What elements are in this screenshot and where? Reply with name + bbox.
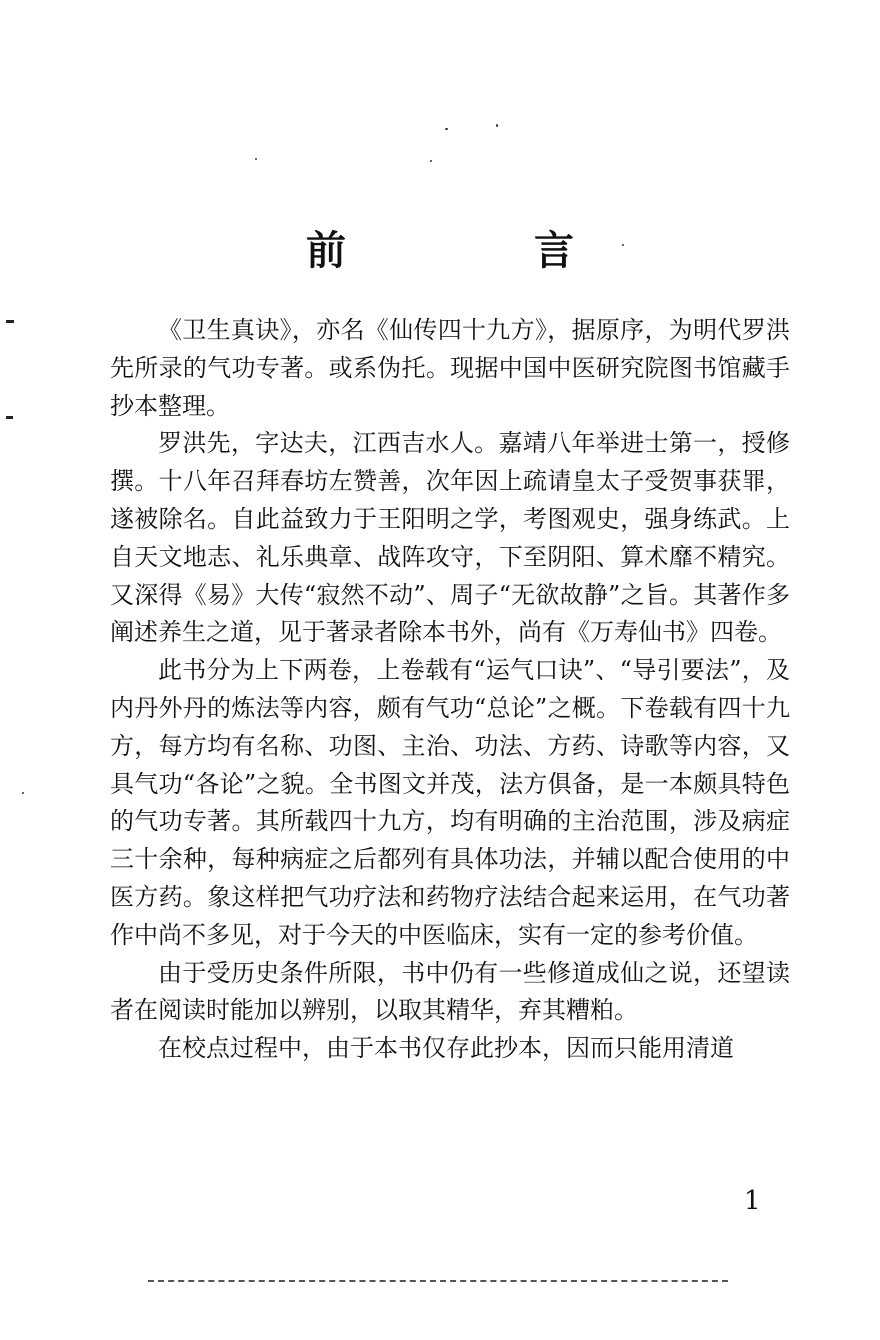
page-number: 1 (744, 1186, 761, 1216)
scan-speck (22, 792, 24, 794)
page-bottom-rule (148, 1280, 728, 1282)
page-title: 前 言 (306, 226, 648, 274)
scan-speck (255, 158, 257, 160)
paragraph: 由于受历史条件所限，书中仍有一些修道成仙之说，还望读者在阅读时能加以辨别，以取其精华，弃其糟粕。 (110, 958, 790, 1025)
preface-body (110, 312, 790, 1068)
paragraph: 在校点过程中，由于本书仅存此抄本，因而只能用清道 (158, 1034, 734, 1063)
paragraph: 罗洪先，字达夫，江西吉水人。嘉靖八年举进士第一，授修撰。十八年召拜春坊左赞善，次年因上疏请皇太子受贺事获罪，遂被除名。自此益致力于王阳明之学，考图观史，强身练武。上自天文地志、礼乐典章、战阵攻守，下至阴阳、算术靡不精究。又深得《易》大传“寂然不动”、周子“无欲故静”之旨。其著作多阐述养生之道，见于著录者除本书外，尚有《万寿仙书》四卷。 (110, 429, 790, 647)
scan-speck (445, 128, 448, 130)
margin-mark (6, 320, 14, 323)
scan-speck (496, 124, 498, 127)
paragraph: 此书分为上下两卷，上卷载有“运气口诀”、“导引要法”，及内丹外丹的炼法等内容，颇有气功“总论”之概。下卷载有四十九方，每方均有名称、功图、主治、功法、方药、诗歌等内容，又具气功“各论”之貌。全书图文并茂，法方俱备，是一本颇具特色的气功专著。其所载四十九方，均有明确的主治范围，涉及病症三十余种，每种病症之后都列有具体功法，并辅以配合使用的中医方药。象这样把气功疗法和药物疗法结合起来运用，在气功著作中尚不多见，对于今天的中医临床，实有一定的参考价值。 (110, 656, 790, 949)
paragraph: 《卫生真诀》，亦名《仙传四十九方》，据原序，为明代罗洪先所录的气功专著。或系伪托。现据中国中医研究院图书馆藏手抄本整理。 (110, 316, 790, 420)
margin-mark (6, 416, 13, 419)
scan-speck (430, 160, 432, 162)
